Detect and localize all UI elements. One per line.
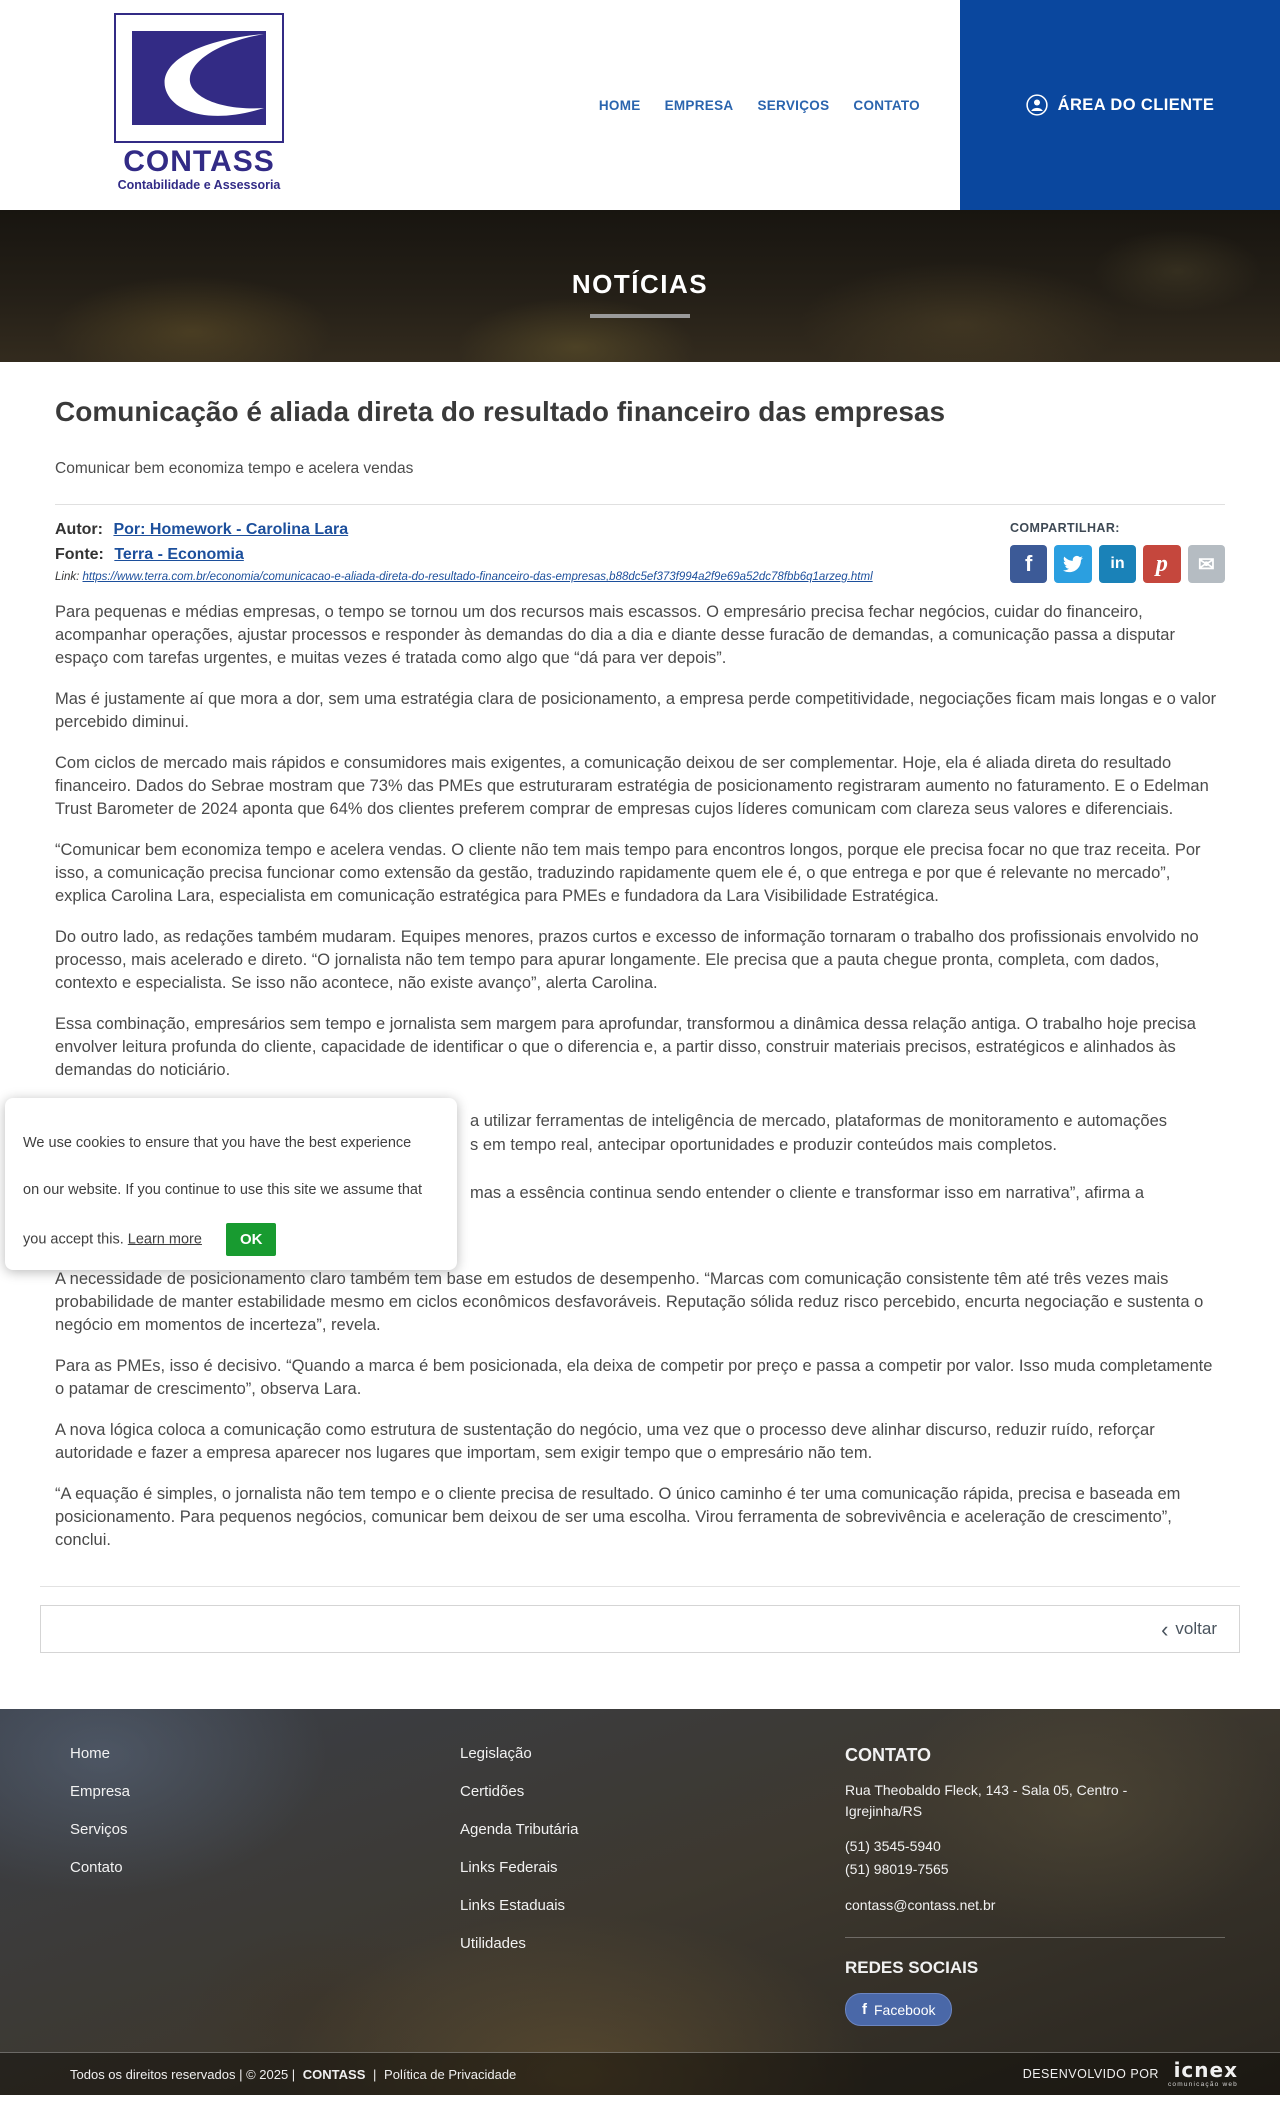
contact-phone2: (51) 98019-7565 [845,1861,949,1877]
cookie-accept-text: you accept this. [23,1231,124,1248]
footer-contact [845,1745,1225,2026]
social-title: REDES SOCIAIS [845,1958,979,1977]
footer-link-home[interactable]: Home [70,1745,111,1762]
rights-text: Todos os direitos reservados | © 2025 | [70,2066,296,2082]
share-box [1010,521,1225,583]
paragraph-fragment: s em tempo real, antecipar oportunidades e produzir conteúdos mais completos. [470,1136,1057,1154]
source-label: Fonte: [55,546,104,563]
cookie-text-line3 [23,1223,439,1256]
share-buttons [1010,545,1225,583]
paragraph: “A equação é simples, o jornalista não tem tempo e o cliente precisa de resultado. O único caminho é ter uma comunicação rápida, precisa e baseada em posicionamento. Para pequenos negócios, comunicar bem deixou de ser uma escolha. Virou ferramenta de sobrevivência e aceleração de crescimento”, conclui. [55,1485,1181,1549]
copyright [70,2067,520,2082]
article-subtitle: Comunicar bem economiza tempo e acelera vendas [55,460,414,477]
developed-by-label: DESENVOLVIDO POR [1022,2067,1159,2081]
footer-columns [0,1709,1280,2034]
facebook-button[interactable] [845,1993,952,2026]
cookie-learn-more-link[interactable]: Learn more [127,1231,202,1248]
bottom-bar [0,2052,1280,2095]
divider [845,1937,1225,1938]
nav-item-home[interactable]: HOME [598,97,641,113]
icnex-logo-name: icnex [1173,2057,1238,2082]
nav-item-servicos[interactable]: SERVIÇOS [757,97,830,113]
contact-address-line2: Igrejinha/RS [845,1803,923,1819]
paragraph: Com ciclos de mercado mais rápidos e consumidores mais exigentes, a comunicação deixou de ser complementar. Hoje, ela é aliada direta do resultado financeiro. Dados do Sebrae mostram que 73% das PMEs que estruturaram estratégia de posicionamento registraram aumento no faturamento. E o Edelman Trust Barometer de 2024 aponta que 64% dos clientes preferem comprar de empresas cujos líderes comunicam com clareza seus valores e diferenciais. [55,754,1209,818]
developer-credit[interactable] [1022,2057,1238,2088]
link-row [55,571,873,583]
author-link[interactable]: Por: Homework - Carolina Lara [113,521,349,538]
cookie-text-line1: We use cookies to ensure that you have the best experience [23,1135,412,1151]
logo[interactable] [113,0,285,210]
footer-nav-col2 [460,1745,845,2026]
banner-underline [590,314,690,318]
page-banner [0,210,1280,362]
separator: | [373,2066,377,2082]
paragraph: Para pequenas e médias empresas, o tempo se tornou um dos recursos mais escassos. O empresário precisa fechar negócios, cuidar do financeiro, acompanhar operações, ajustar processos e responder às demandas do dia a dia e diante desse furacão de demandas, a comunicação passa a disputar espaço com tarefas urgentes, e muitas vezes é tratada como algo que “dá para ver depois”. [55,603,1175,667]
chevron-left-icon: ‹ [1161,1616,1169,1642]
page-title: NOTÍCIAS [571,268,709,299]
footer-nav-col1 [70,1745,460,2026]
nav-item-empresa[interactable]: EMPRESA [664,97,734,113]
contact-title: CONTATO [845,1745,931,1765]
linkedin-icon: in [1110,555,1125,572]
paragraph: Do outro lado, as redações também mudaram. Equipes menores, prazos curtos e excesso de informação tornaram o trabalho dos profissionais envolvido no processo, mais acelerado e direto. “O jornalista não tem tempo para apurar longamente. Ele precisa que a pauta chegue pronta, completa, com dados, contexto e especialista. Se isso não acontece, não existe avanço”, alerta Carolina. [55,928,1199,992]
paragraph-fragment: a utilizar ferramentas de inteligência de mercado, plataformas de monitoramento e automações [470,1112,1168,1130]
article-meta-left [55,521,873,583]
icnex-logo-subtitle: comunicação web [1167,2080,1238,2088]
cookie-notice [5,1098,457,1270]
cookie-ok-button[interactable]: OK [226,1223,277,1256]
paragraph-fragment: mas a essência continua sendo entender o cliente e transformar isso em narrativa”, afirma a [470,1184,1145,1202]
article-source-url[interactable]: https://www.terra.com.br/economia/comunicacao-e-aliada-direta-do-resultado-financeiro-das-empresas,b88dc5ef373f994a2f9e69a52dc78fbb6q1arzeg.html [82,571,873,583]
share-facebook-button[interactable] [1010,545,1047,583]
share-label: COMPARTILHAR: [1010,521,1120,535]
share-linkedin-button[interactable] [1099,545,1136,583]
paragraph: Essa combinação, empresários sem tempo e jornalista sem margem para aprofundar, transformou a dinâmica dessa relação antiga. O trabalho hoje precisa envolver leitura profunda do cliente, capacidade de identificar o que o diferencia e, a partir disso, construir materiais precisos, estratégicos e alinhados às demandas do noticiário. [55,1015,1196,1079]
source-row [55,546,873,564]
paragraph: Para as PMEs, isso é decisivo. “Quando a marca é bem posicionada, ela deixa de competir por preço e passa a competir por valor. Isso muda completamente o patamar de crescimento”, observa Lara. [55,1357,1213,1398]
paragraph: A necessidade de posicionamento claro também tem base em estudos de desempenho. “Marcas com comunicação consistente têm até três vezes mais probabilidade de manter estabilidade mesmo em ciclos econômicos desfavoráveis. Reputação sólida reduz risco percebido, encurta negociação e sustenta o negócio em momentos de incerteza”, revela. [55,1270,1204,1334]
privacy-policy-link[interactable]: Política de Privacidade [384,2066,517,2082]
share-email-button[interactable] [1188,545,1225,583]
source-link[interactable]: Terra - Economia [114,546,244,563]
contact-phone1: (51) 3545-5940 [845,1838,941,1854]
footer-link-contato[interactable]: Contato [70,1859,123,1876]
back-button-label: voltar [1175,1619,1217,1638]
brand-name: CONTASS [302,2066,366,2082]
link-label: Link: [55,571,80,583]
share-twitter-button[interactable] [1054,545,1091,583]
site-header [0,0,1280,210]
site-footer [0,1709,1280,2095]
contact-phones [845,1835,1225,1881]
footer-link-links-estaduais[interactable]: Links Estaduais [460,1897,566,1914]
back-button[interactable] [40,1605,1240,1653]
logo-name: CONTASS [123,145,275,178]
cookie-text-line2: on our website. If you continue to use this site we assume that [23,1182,422,1198]
article-body [23,601,1225,1552]
footer-link-servicos[interactable]: Serviços [70,1821,128,1838]
author-row [55,521,873,539]
pinterest-icon: p [1155,550,1168,577]
contact-address [845,1780,1225,1822]
footer-link-links-federais[interactable]: Links Federais [460,1859,558,1876]
contact-email-link[interactable]: contass@contass.net.br [845,1897,996,1913]
footer-link-agenda-tributaria[interactable]: Agenda Tributária [460,1821,579,1838]
logo-swoosh-icon [132,31,266,125]
divider [55,504,1225,505]
occluded-paragraphs [23,1100,1225,1250]
nav-item-contato[interactable]: CONTATO [853,97,920,113]
logo-frame [114,13,284,143]
article-title: Comunicação é aliada direta do resultado financeiro das empresas [55,396,946,427]
facebook-button-label: Facebook [874,2001,936,2018]
paragraph: “Comunicar bem economiza tempo e acelera vendas. O cliente não tem mais tempo para encontros longos, porque ele precisa focar no que traz receita. Por isso, a comunicação precisa funcionar como extensão da gestão, traduzindo rapidamente quem ele é, o que entrega e por que é relevante no mercado”, explica Carolina Lara, especialista em comunicação estratégica para PMEs e fundadora da Lara Visibilidade Estratégica. [55,841,1201,905]
footer-link-utilidades[interactable]: Utilidades [460,1935,526,1952]
author-label: Autor: [55,521,103,538]
client-area-panel [960,0,1280,210]
article [0,362,1280,1709]
client-area-button[interactable] [1026,94,1215,116]
paragraph: A nova lógica coloca a comunicação como estrutura de sustentação do negócio, uma vez que o processo deve alinhar discurso, reduzir ruído, reforçar autoridade e fazer a empresa aparecer nos lugares que importam, sem exigir tempo que o empresário não tem. [55,1421,1155,1462]
twitter-icon [1063,554,1083,574]
email-icon: ✉ [1197,553,1215,576]
share-pinterest-button[interactable] [1143,545,1180,583]
footer-link-empresa[interactable]: Empresa [70,1783,131,1800]
facebook-icon: f [1025,551,1033,576]
user-icon [1026,94,1048,116]
paragraph: Mas é justamente aí que mora a dor, sem uma estratégia clara de posicionamento, a empresa perde competitividade, negociações ficam mais longas e o valor percebido diminui. [55,690,1217,731]
footer-link-certidoes[interactable]: Certidões [460,1783,525,1800]
contact-address-line1: Rua Theobaldo Fleck, 143 - Sala 05, Centro - [845,1782,1128,1798]
logo-tagline: Contabilidade e Assessoria [117,178,281,192]
footer-link-legislacao[interactable]: Legislação [460,1745,532,1762]
article-meta [55,521,1225,583]
facebook-icon: f [862,2001,867,2018]
icnex-logo [1167,2057,1238,2088]
divider [40,1586,1240,1587]
main-nav [599,0,920,210]
client-area-label: ÁREA DO CLIENTE [1057,95,1215,114]
